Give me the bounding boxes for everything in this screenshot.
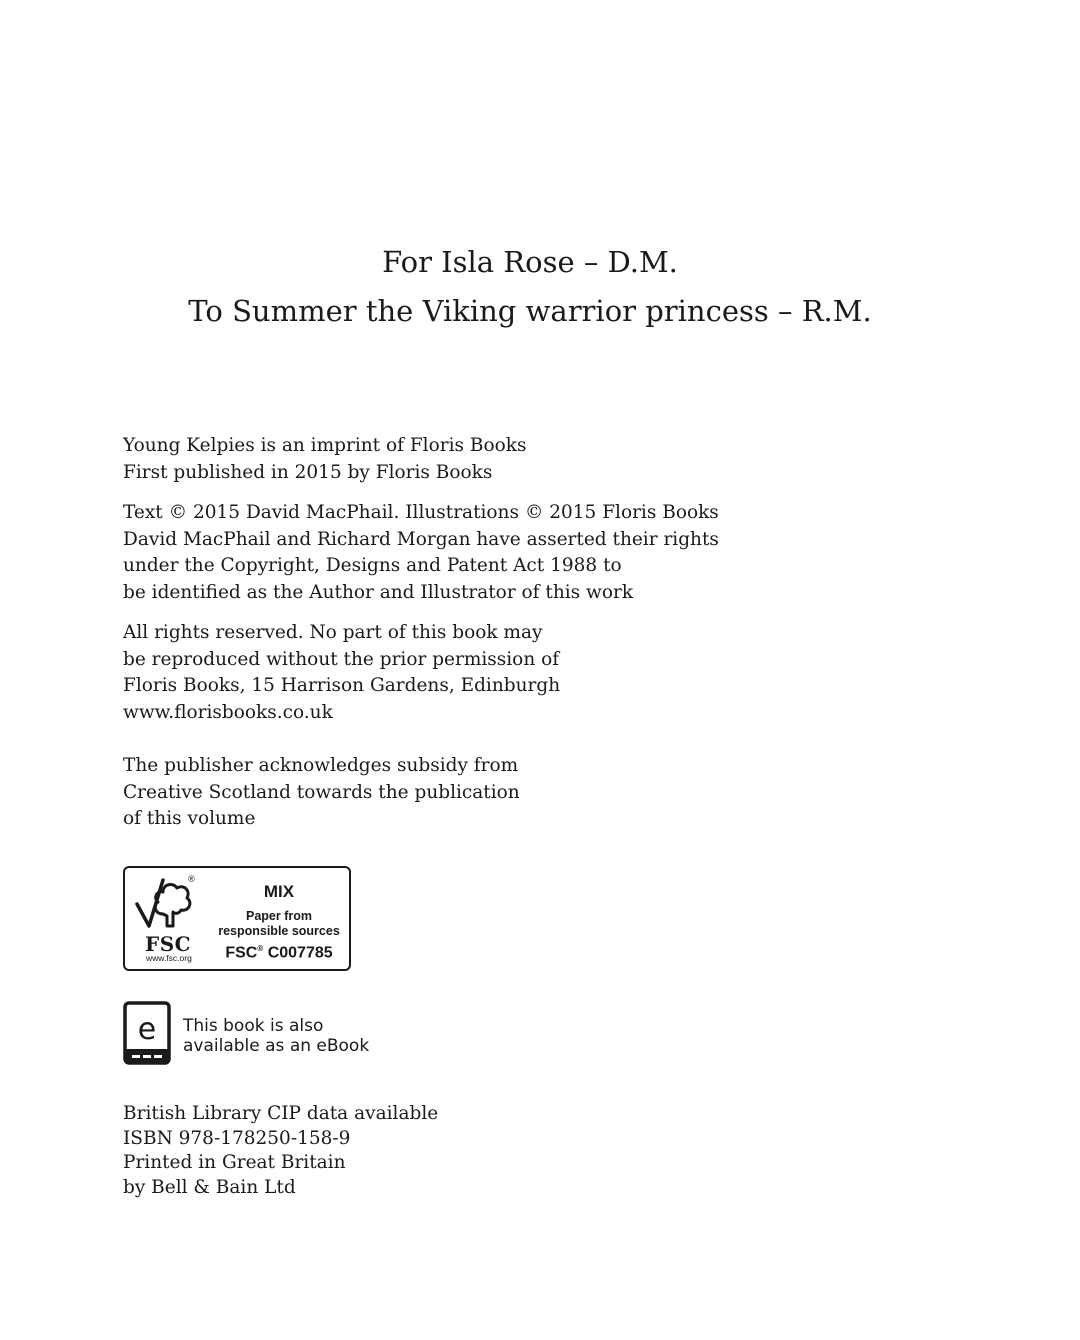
ebook-line: available as an eBook (183, 1035, 370, 1056)
fsc-wordmark: FSC (145, 932, 192, 956)
ebook-notice (123, 1001, 523, 1067)
cip-line: British Library CIP data available (123, 1103, 439, 1124)
imprint-block (123, 433, 823, 486)
fsc-mix-label: MIX (263, 882, 295, 901)
copyright-line: Text © 2015 David MacPhail. Illustrations © 2015 Floris Books (123, 502, 719, 523)
rights-line: Floris Books, 15 Harrison Gardens, Edinburgh (123, 675, 561, 696)
fsc-license-code (213, 944, 345, 962)
ebook-line: This book is also (183, 1016, 324, 1036)
fsc-label (123, 866, 351, 971)
copyright-line: David MacPhail and Richard Morgan have asserted their rights (123, 528, 719, 550)
ebook-text (183, 1017, 369, 1056)
copyright-line: under the Copyright, Designs and Patent Act 1988 to (123, 555, 622, 576)
dedication-line-2: To Summer the Viking warrior princess – R.M. (188, 294, 872, 328)
rights-block (123, 620, 823, 726)
copyright-line: be identified as the Author and Illustrator of this work (123, 581, 634, 603)
imprint-line: First published in 2015 by Floris Books (123, 461, 493, 483)
fsc-description-line: Paper from (246, 909, 312, 923)
subsidy-block (123, 753, 823, 833)
subsidy-line: The publisher acknowledges subsidy from (123, 755, 519, 776)
fsc-code-number: C007785 (267, 944, 333, 962)
fsc-website: www.fsc.org (146, 953, 192, 963)
rights-line: All rights reserved. No part of this book may (123, 622, 543, 643)
isbn: ISBN 978-178250-158-9 (123, 1127, 351, 1149)
rights-line: be reproduced without the prior permission of (123, 648, 560, 670)
fsc-code-registered-mark: ® (257, 944, 264, 953)
fsc-code-prefix: FSC (225, 944, 258, 962)
copyright-block (123, 500, 823, 606)
ebook-reader-icon (123, 1001, 171, 1065)
fsc-registered-mark: ® (188, 874, 195, 884)
fsc-description-line: responsible sources (218, 923, 340, 938)
printer: by Bell & Bain Ltd (123, 1176, 296, 1198)
cip-block (123, 1102, 438, 1200)
publisher-website: www.florisbooks.co.uk (123, 701, 333, 723)
subsidy-line: Creative Scotland towards the publication (123, 781, 520, 803)
imprint-line: Young Kelpies is an imprint of Floris Books (123, 435, 527, 456)
fsc-description (213, 909, 345, 938)
ebook-icon-letter: e (137, 1012, 157, 1047)
colophon (123, 433, 823, 833)
printed-in: Printed in Great Britain (123, 1152, 346, 1173)
subsidy-line: of this volume (123, 808, 256, 829)
dedication (0, 238, 1060, 336)
dedication-line-1: For Isla Rose – D.M. (382, 245, 678, 279)
